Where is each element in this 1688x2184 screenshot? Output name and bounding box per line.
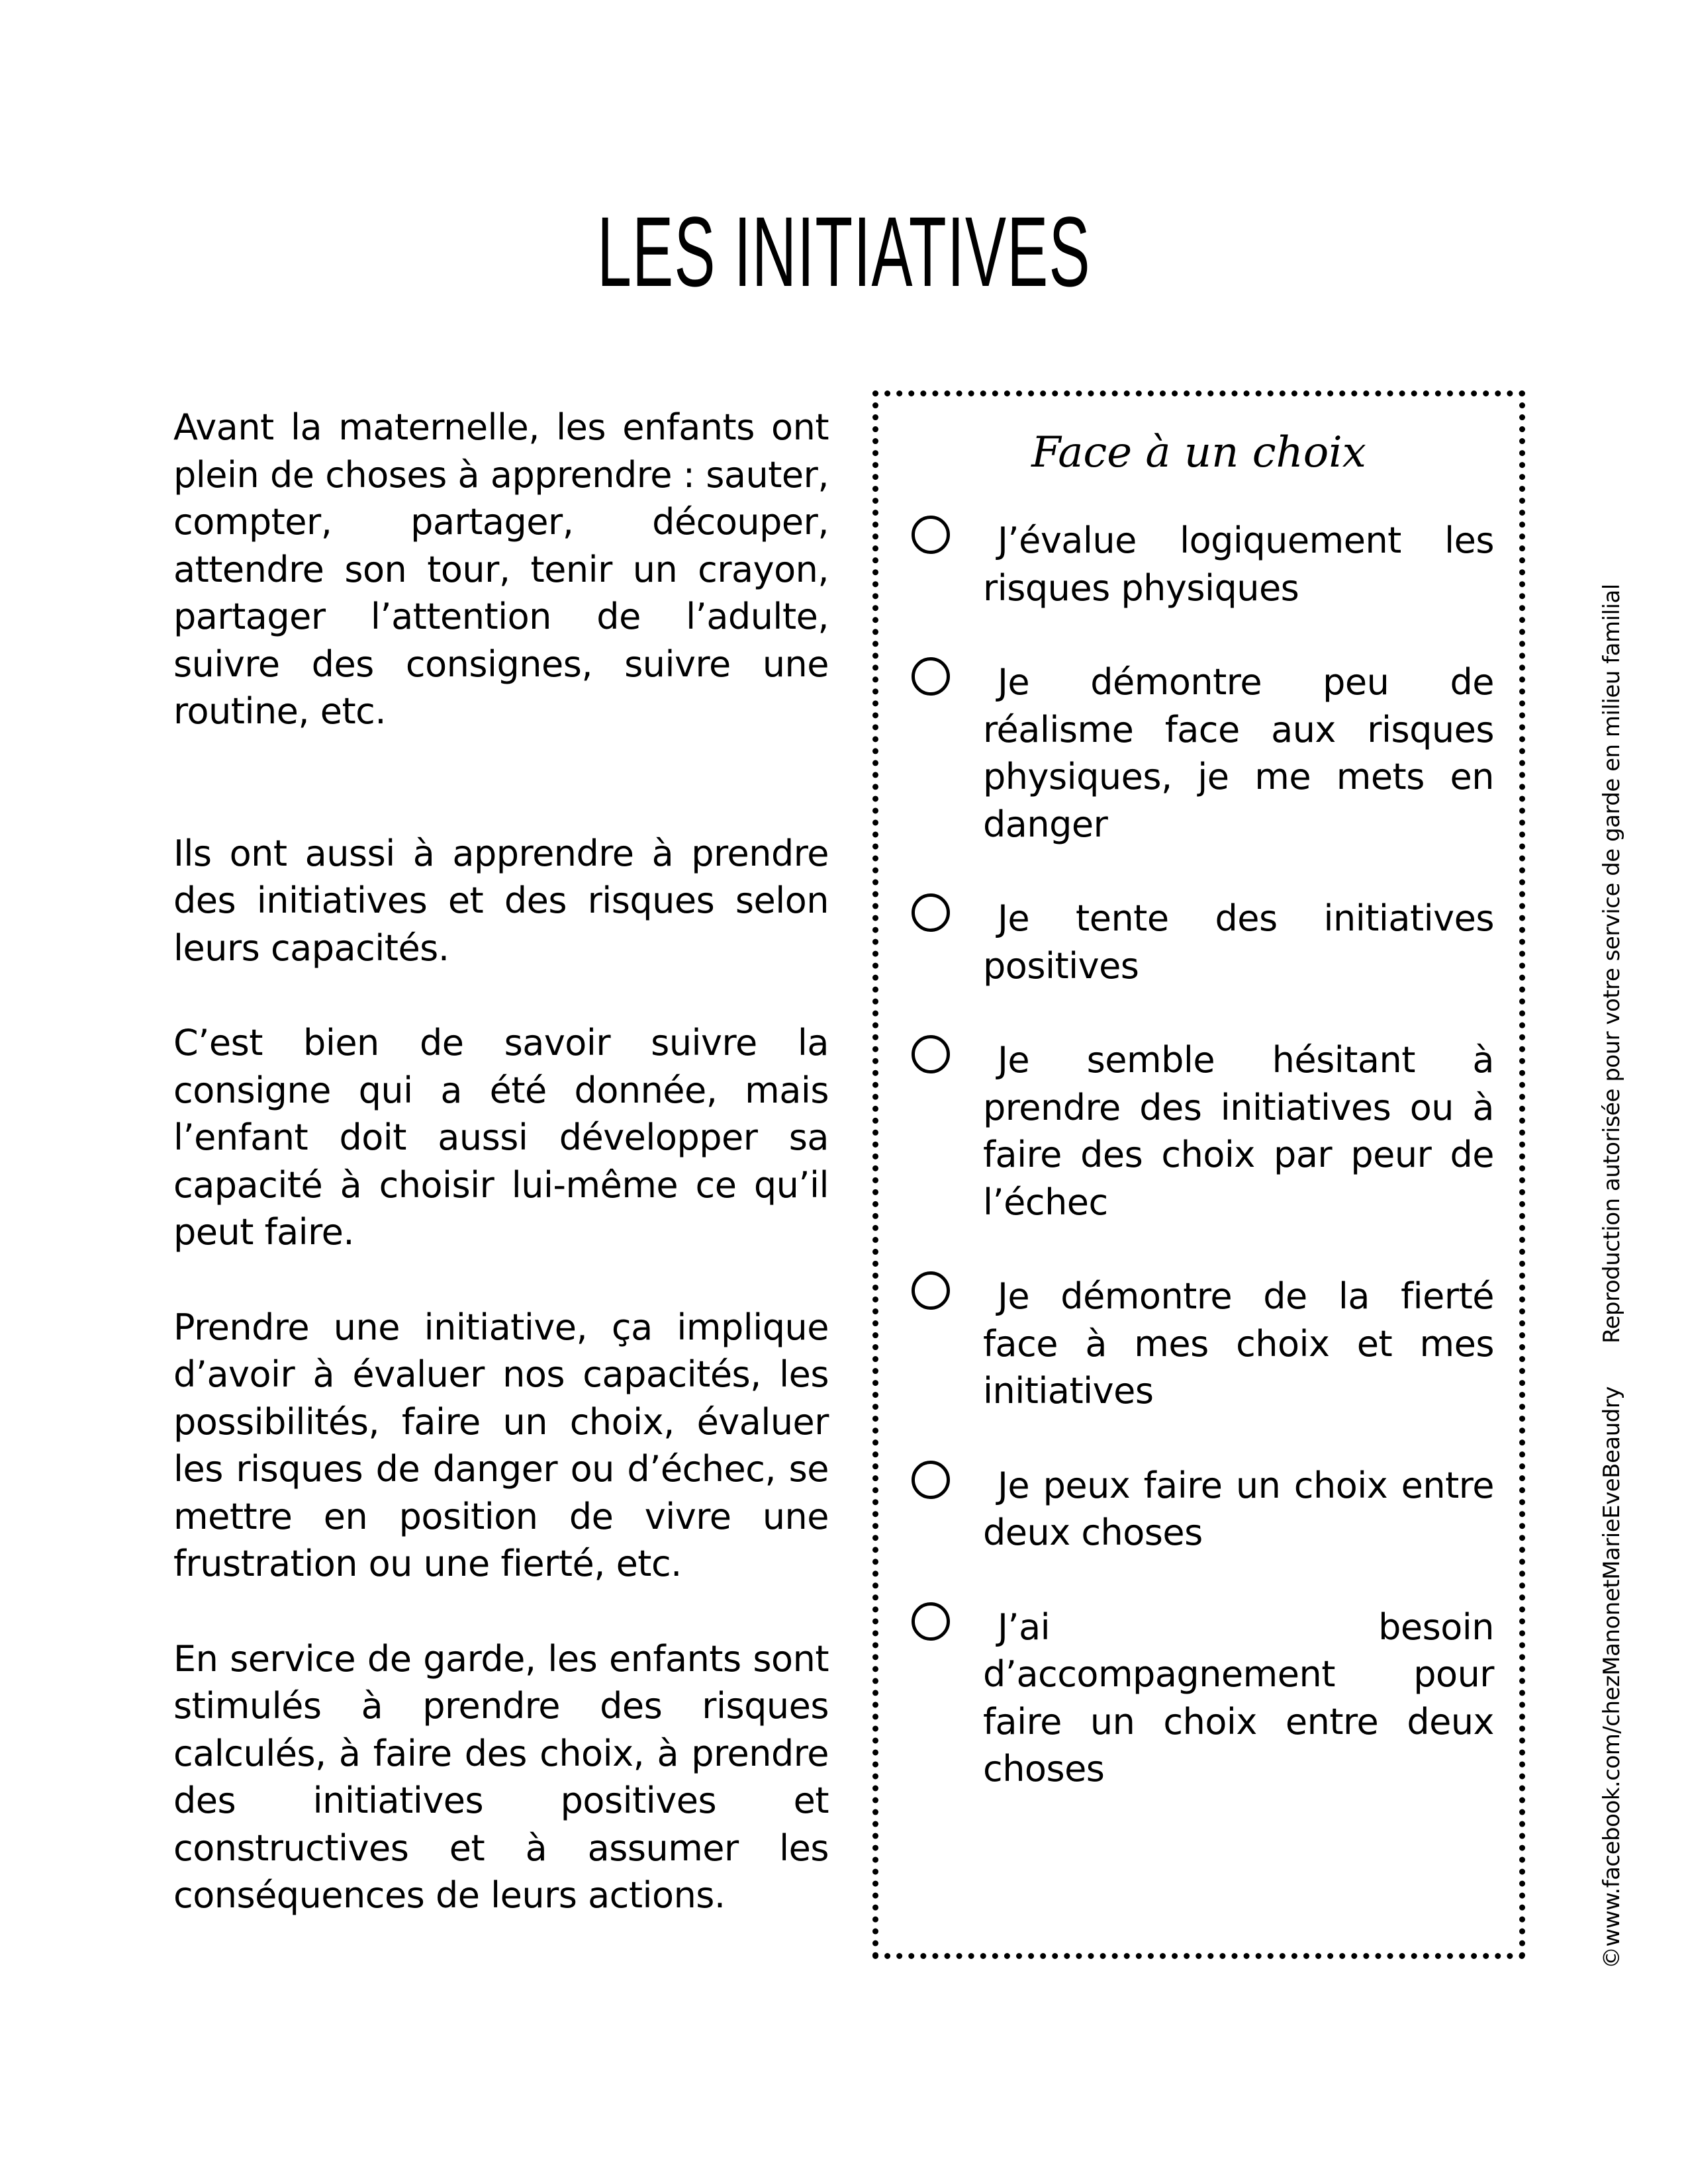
checklist-box bbox=[872, 390, 1525, 1959]
checkbox-circle-icon[interactable] bbox=[912, 1461, 950, 1499]
checklist-item bbox=[912, 657, 1494, 848]
checkbox-circle-icon[interactable] bbox=[912, 1602, 950, 1641]
checklist-item-label: Je semble hésitant à prendre des initiatives ou à faire des choix par peur de l’échec bbox=[983, 1039, 1494, 1223]
checklist-item bbox=[912, 516, 1494, 612]
checklist-item-label: Je démontre de la fierté face à mes choix et mes initiatives bbox=[983, 1275, 1494, 1412]
page-title: LES INITIATIVES bbox=[597, 196, 1091, 307]
checklist-title: Face à un choix bbox=[1031, 428, 1366, 477]
reproduction-notice: Reproduction autorisée pour votre service de garde en milieu familial bbox=[1599, 584, 1625, 1343]
checklist-item-label: Je peux faire un choix entre deux choses bbox=[983, 1464, 1494, 1553]
checklist-item-label: Je démontre peu de réalisme face aux risques physiques, je me mets en danger bbox=[983, 661, 1494, 845]
checklist-item-label: Je tente des initiatives positives bbox=[983, 897, 1494, 987]
checklist-item bbox=[912, 1461, 1494, 1557]
paragraph: Prendre une initiative, ça implique d’avoir à évaluer nos capacités, les possibilités, faire un choix, évaluer les risques de danger ou d’échec, se mettre en position de vivre une frustration ou une fierté, etc. bbox=[173, 1306, 829, 1584]
checklist-item bbox=[912, 1035, 1494, 1226]
checklist-item bbox=[912, 1271, 1494, 1415]
copyright-notice: ©www.facebook.com/chezManonetMarieEveBeaudry bbox=[1599, 1387, 1625, 1969]
checklist-item-label: J’évalue logiquement les risques physiques bbox=[983, 520, 1494, 609]
checklist-items bbox=[912, 516, 1494, 1839]
checkbox-circle-icon[interactable] bbox=[912, 516, 950, 554]
paragraph: En service de garde, les enfants sont stimulés à prendre des risques calculés, à faire des choix, à prendre des initiatives positives et constructives et à assumer les conséquences de leurs actions. bbox=[173, 1637, 829, 1916]
paragraph: C’est bien de savoir suivre la consigne qui a été donnée, mais l’enfant doit aussi développer sa capacité à choisir lui-même ce qu’il peut faire. bbox=[173, 1022, 829, 1253]
checkbox-circle-icon[interactable] bbox=[912, 893, 950, 932]
checkbox-circle-icon[interactable] bbox=[912, 1035, 950, 1073]
checkbox-circle-icon[interactable] bbox=[912, 1271, 950, 1310]
checklist-item bbox=[912, 893, 1494, 989]
intro-text bbox=[173, 404, 829, 1967]
checklist-item-label: J’ai besoin d’accompagnement pour faire un choix entre deux choses bbox=[983, 1606, 1494, 1790]
checkbox-circle-icon[interactable] bbox=[912, 657, 950, 696]
paragraph: Avant la maternelle, les enfants ont plein de choses à apprendre : sauter, compter, partager, découper, attendre son tour, tenir un crayon, partager l’attention de l’adulte, suivre des consignes, suivre une routine, etc. bbox=[173, 406, 829, 732]
checklist-item bbox=[912, 1602, 1494, 1793]
paragraph: Ils ont aussi à apprendre à prendre des initiatives et des risques selon leurs capacités. bbox=[173, 832, 829, 969]
